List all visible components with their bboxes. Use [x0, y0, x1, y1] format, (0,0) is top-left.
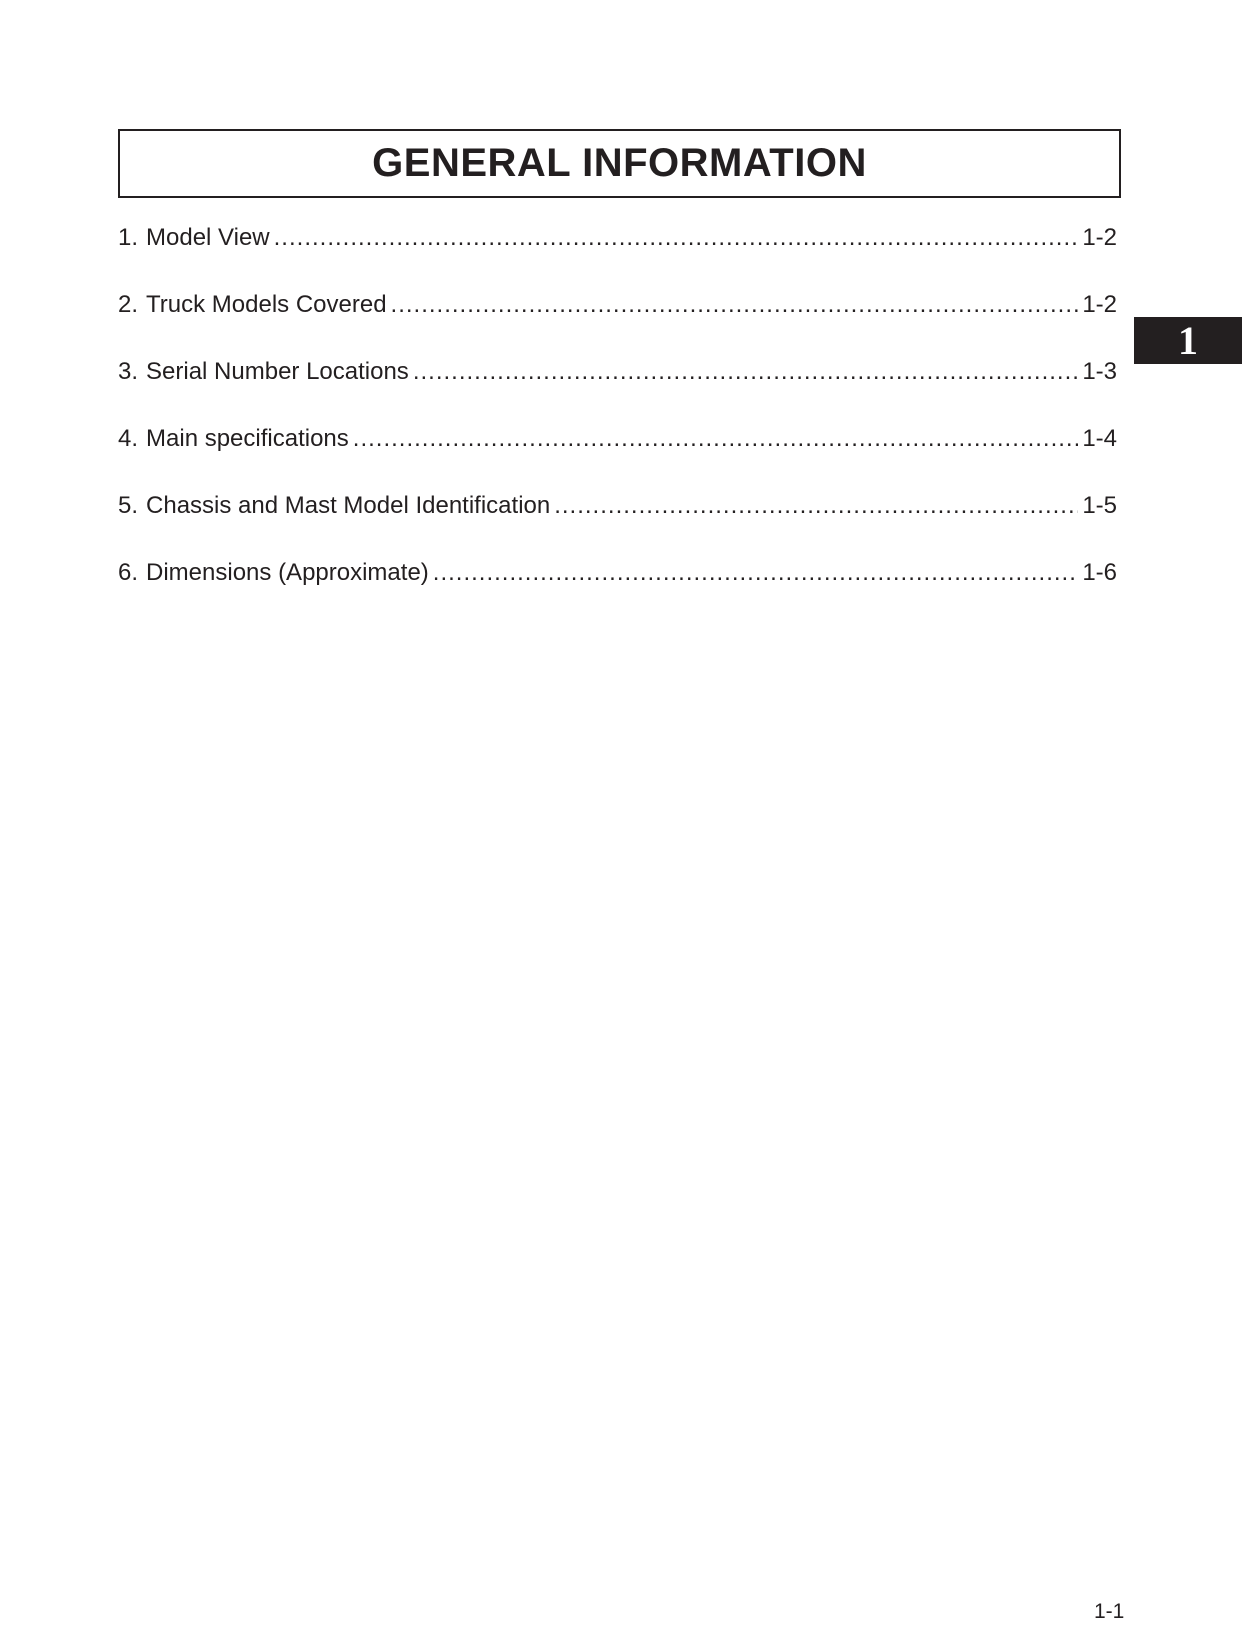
dot-leader — [413, 356, 1079, 388]
toc-item-number: 6. — [118, 559, 139, 586]
toc-item-label: Model View — [146, 224, 270, 251]
page-number: 1-1 — [1094, 1600, 1125, 1623]
chapter-tab-number: 1 — [1178, 317, 1198, 363]
toc-item-page: 1-6 — [1082, 559, 1117, 586]
chapter-tab — [1134, 317, 1242, 364]
toc-item-label: Main specifications — [146, 425, 349, 452]
dot-leader — [274, 222, 1079, 254]
page-title: GENERAL INFORMATION — [372, 141, 867, 185]
dot-leader — [554, 490, 1078, 522]
dot-leader — [433, 557, 1079, 589]
toc-item-number: 5. — [118, 492, 139, 519]
toc-item-page: 1-2 — [1082, 291, 1117, 318]
toc-item-number: 2. — [118, 291, 139, 318]
toc-item-number: 3. — [118, 358, 139, 385]
toc-item-page: 1-4 — [1082, 425, 1117, 452]
table-of-contents — [118, 222, 1117, 624]
toc-item-page: 1-2 — [1082, 224, 1117, 251]
toc-item-serial-number-locations[interactable] — [118, 356, 1117, 423]
toc-item-number: 1. — [118, 224, 139, 251]
toc-item-model-view[interactable] — [118, 222, 1117, 289]
toc-item-chassis-mast-identification[interactable] — [118, 490, 1117, 557]
dot-leader — [353, 423, 1079, 455]
toc-item-dimensions[interactable] — [118, 557, 1117, 624]
toc-item-page: 1-3 — [1082, 358, 1117, 385]
toc-item-label: Truck Models Covered — [146, 291, 387, 318]
dot-leader — [391, 289, 1079, 321]
section-title-box — [118, 129, 1121, 198]
toc-item-truck-models-covered[interactable] — [118, 289, 1117, 356]
toc-item-label: Serial Number Locations — [146, 358, 409, 385]
toc-item-page: 1-5 — [1082, 492, 1117, 519]
toc-item-main-specifications[interactable] — [118, 423, 1117, 490]
toc-item-label: Dimensions (Approximate) — [146, 559, 429, 586]
toc-item-number: 4. — [118, 425, 139, 452]
toc-item-label: Chassis and Mast Model Identification — [146, 492, 551, 519]
